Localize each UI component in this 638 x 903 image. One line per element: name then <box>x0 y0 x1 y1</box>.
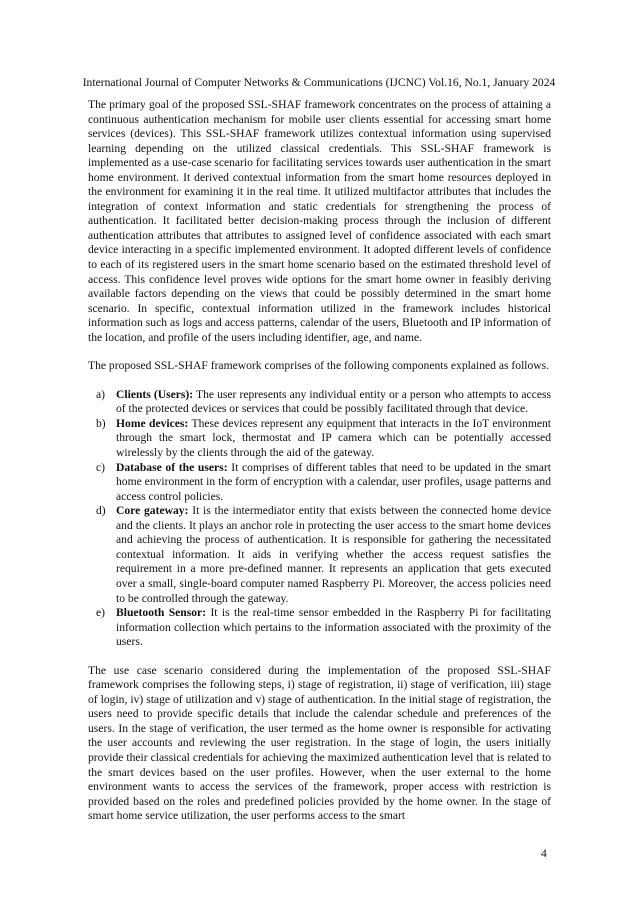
list-item-bluetooth-sensor <box>88 606 551 650</box>
component-description: It is the intermediator entity that exists between the connected home device and the clients. It plays an anchor role in protecting the user access to the smart home devices and achieving the process of authentication. It is responsible for gathering the necessitated contextual information. It aids in verifying whether the access request satisfies the requirement in a more pre-defined manner. It represents an application that gets executed over a small, single-board computer named Raspberry Pi. Moreover, the access policies need to be controlled through the gateway. <box>116 504 552 605</box>
list-item-clients <box>88 388 551 417</box>
component-term: Home devices: <box>116 416 189 430</box>
list-marker: c) <box>96 460 106 474</box>
journal-header: International Journal of Computer Networks & Communications (IJCNC) Vol.16, No.1, January 2024 <box>82 76 556 89</box>
component-description: The user represents any individual entity or a person who attempts to access of the protected devices or services that could be possibly facilitated through that device. <box>116 387 551 416</box>
list-item-core-gateway <box>88 504 551 606</box>
list-marker: b) <box>96 416 106 430</box>
component-term: Clients (Users): <box>116 387 194 401</box>
list-item-home-devices <box>88 417 551 461</box>
list-marker: d) <box>96 504 106 518</box>
component-description: It is the real-time sensor embedded in the Raspberry Pi for facilitating information collection which pertains to the information associated with the proximity of the users. <box>116 606 551 649</box>
list-marker: e) <box>96 606 106 620</box>
component-term: Bluetooth Sensor: <box>116 606 207 620</box>
component-description: It comprises of different tables that need to be updated in the smart home environment in the form of encryption with a calendar, user profiles, usage patterns and access control policies. <box>116 460 551 503</box>
page-number: 4 <box>541 847 547 860</box>
component-description: These devices represent any equipment that interacts in the IoT environment through the smart lock, thermostat and IP camera which can be potentially accessed wirelessly by the clients through the aid of the gateway. <box>116 416 552 460</box>
components-list <box>88 388 551 650</box>
paragraph-framework-goal: The primary goal of the proposed SSL-SHAF framework concentrates on the process of attaining a continuous authentication mechanism for mobile user clients essential for accessing smart home services (devices). This SSL-SHAF framework utilizes contextual information using supervised learning depending on the utilized classical credentials. This SSL-SHAF framework is implemented as a use-case scenario for facilitating services towards user authentication in the smart home environment. It derived contextual information from the smart home resources deployed in the environment for examining it in the real time. It utilized multifactor attributes that includes the integration of context information and static credentials for strengthening the process of authentication. It facilitated better decision-making process through the inclusion of different authentication attributes that attributes to assigned level of confidence associated with each smart device interacting in a specific implemented environment. It adopted different levels of confidence to each of its registered users in the smart home scenario based on the estimated threshold level of access. This confidence level proves wide options for the smart home owner in feasibly deriving available factors depending on the views that could be possibly determined in the smart home scenario. In specific, contextual information utilized in the framework includes historical information such as logs and access patterns, calendar of the users, Bluetooth and IP information of the location, and profile of the users including identifier, age, and name. <box>88 98 551 344</box>
component-term: Core gateway: <box>116 504 189 518</box>
list-item-database <box>88 461 551 505</box>
body-text <box>88 98 551 824</box>
list-marker: a) <box>96 387 106 401</box>
component-term: Database of the users: <box>116 460 228 474</box>
paragraph-use-case: The use case scenario considered during the implementation of the proposed SSL-SHAF framework comprises the following steps, i) stage of registration, ii) stage of verification, iii) stage of login, iv) stage of utilization and v) stage of authentication. In the initial stage of registration, the users need to provide specific details that include the calendar schedule and preferences of the users. In the stage of verification, the user termed as the home owner is responsible for activating the user accounts and reviewing the user registration. In the stage of login, the users initially provide their classical credentials for achieving the maximized authentication level that is related to the smart devices based on the user profiles. However, when the user external to the home environment wants to access the services of the framework, proper access with restriction is provided based on the roles and predefined policies provided by the home owner. In the stage of smart home service utilization, the user performs access to the smart <box>88 663 551 823</box>
paragraph-components-intro: The proposed SSL-SHAF framework comprises of the following components explained as follows. <box>88 359 550 373</box>
